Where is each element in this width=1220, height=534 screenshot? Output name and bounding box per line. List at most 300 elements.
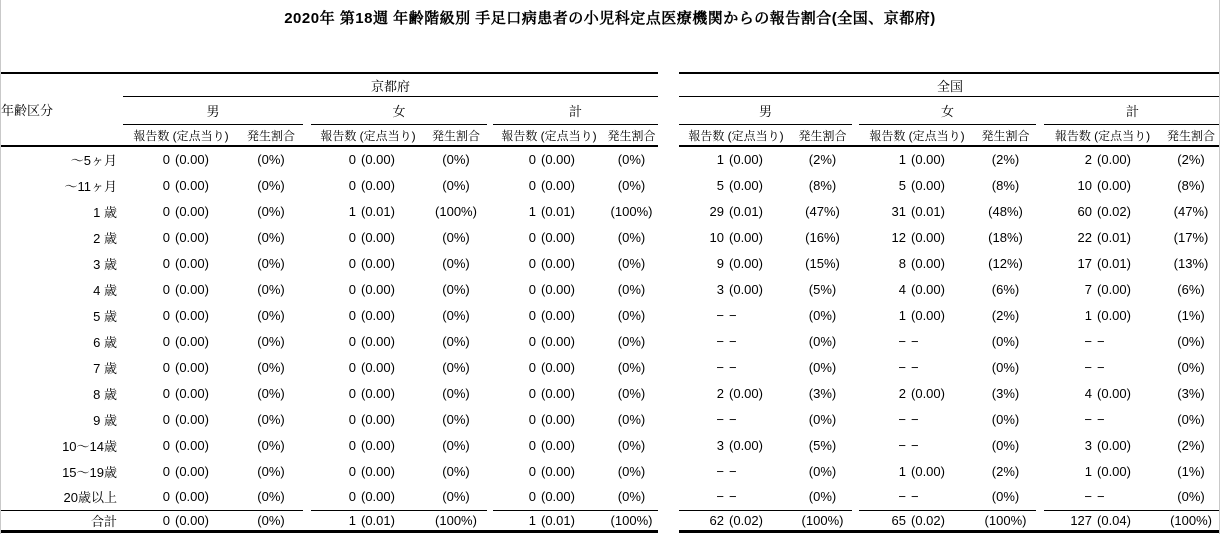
incidence-ratio-cell: (8%) bbox=[808, 177, 837, 193]
report-count-cell: 0 (0.00) bbox=[348, 489, 395, 505]
age-column-header: 年齢区分 bbox=[1, 73, 123, 146]
report-count-cell: 1 (0.01) bbox=[528, 203, 575, 219]
incidence-ratio-cell: (0%) bbox=[442, 411, 470, 427]
age-label: 〜5ヶ月 bbox=[70, 153, 117, 168]
column-gap bbox=[1036, 458, 1044, 484]
incidence-ratio-cell: (0%) bbox=[257, 489, 285, 505]
column-gap bbox=[852, 432, 859, 458]
incidence-ratio-cell: (0%) bbox=[617, 229, 646, 245]
report-count-cell: 62 (0.02) bbox=[679, 510, 793, 531]
incidence-ratio-cell: (0%) bbox=[991, 411, 1020, 427]
table-row bbox=[1, 432, 1220, 458]
report-count-cell: 2 (0.00) bbox=[898, 385, 945, 401]
column-gap bbox=[303, 125, 311, 147]
age-label: 8 歳 bbox=[93, 386, 117, 402]
report-count-cell: 0 (0.00) bbox=[162, 177, 209, 193]
report-count-cell: 0 (0.00) bbox=[528, 152, 575, 167]
table-row bbox=[1, 406, 1220, 432]
ratio-subheader: 発生割合 bbox=[425, 125, 487, 147]
report-count-cell: 0 (0.00) bbox=[348, 411, 395, 427]
incidence-ratio-cell: (0%) bbox=[617, 307, 646, 323]
report-count-cell: 0 (0.00) bbox=[528, 255, 575, 271]
incidence-ratio-cell: (0%) bbox=[808, 307, 837, 323]
age-label: 3 歳 bbox=[93, 256, 117, 272]
section-gap bbox=[658, 354, 679, 380]
column-gap bbox=[303, 224, 311, 250]
incidence-ratio-cell: (1%) bbox=[1177, 307, 1205, 323]
table-row bbox=[1, 380, 1220, 406]
report-count-cell: 0 (0.00) bbox=[348, 307, 395, 323]
incidence-ratio-cell: (0%) bbox=[617, 437, 646, 453]
report-count-cell: 0 (0.00) bbox=[348, 229, 395, 245]
incidence-ratio-cell: (0%) bbox=[257, 463, 285, 479]
column-gap bbox=[303, 432, 311, 458]
gender-header-kyoto-female: 女 bbox=[311, 97, 487, 125]
report-count-cell: 0 (0.00) bbox=[162, 307, 209, 323]
column-gap bbox=[303, 250, 311, 276]
column-gap bbox=[852, 250, 859, 276]
incidence-ratio-cell: (0%) bbox=[808, 333, 837, 349]
incidence-ratio-cell: (0%) bbox=[257, 307, 285, 323]
report-count-cell: 0 (0.00) bbox=[162, 385, 209, 401]
report-count-cell: 0 (0.00) bbox=[162, 281, 209, 297]
incidence-ratio-cell: (0%) bbox=[617, 463, 646, 479]
report-count-cell: 17 (0.01) bbox=[1077, 255, 1131, 271]
table-row bbox=[1, 250, 1220, 276]
column-gap bbox=[303, 198, 311, 224]
incidence-ratio-cell: (0%) bbox=[617, 177, 646, 193]
column-gap bbox=[1036, 328, 1044, 354]
report-count-cell: − − bbox=[716, 489, 737, 505]
column-gap bbox=[303, 302, 311, 328]
column-gap bbox=[303, 458, 311, 484]
report-count-cell: 1 (0.00) bbox=[898, 152, 945, 167]
column-gap bbox=[852, 510, 859, 531]
age-label: 1 歳 bbox=[93, 204, 117, 220]
column-gap bbox=[852, 354, 859, 380]
table-row bbox=[1, 328, 1220, 354]
column-gap bbox=[1036, 380, 1044, 406]
section-gap bbox=[658, 224, 679, 250]
report-count-cell: − − bbox=[1084, 489, 1105, 505]
age-label: 15〜19歳 bbox=[62, 464, 117, 480]
report-count-cell: 1 (0.00) bbox=[1084, 463, 1131, 479]
column-gap bbox=[852, 125, 859, 147]
incidence-ratio-cell: (0%) bbox=[991, 489, 1020, 505]
column-gap bbox=[1036, 198, 1044, 224]
section-gap bbox=[658, 406, 679, 432]
table-row bbox=[1, 276, 1220, 302]
report-count-cell: 0 (0.00) bbox=[528, 411, 575, 427]
incidence-ratio-cell: (0%) bbox=[257, 437, 285, 453]
ratio-subheader: 発生割合 bbox=[975, 125, 1036, 147]
column-gap bbox=[303, 406, 311, 432]
age-label: 7 歳 bbox=[93, 360, 117, 376]
report-count-cell: 0 (0.00) bbox=[162, 152, 209, 167]
age-label: 〜11ヶ月 bbox=[64, 178, 117, 194]
report-count-cell: 12 (0.00) bbox=[891, 229, 945, 245]
section-gap bbox=[658, 250, 679, 276]
report-count-cell: 0 (0.00) bbox=[528, 437, 575, 453]
age-label: 10〜14歳 bbox=[62, 438, 117, 454]
incidence-ratio-cell: (5%) bbox=[808, 281, 837, 297]
incidence-ratio-cell: (0%) bbox=[617, 333, 646, 349]
report-count-cell: − − bbox=[1084, 411, 1105, 427]
section-gap bbox=[658, 146, 679, 172]
report-count-cell: 0 (0.00) bbox=[162, 359, 209, 375]
section-gap bbox=[658, 510, 679, 531]
report-count-cell: − − bbox=[716, 411, 737, 427]
column-gap bbox=[1036, 172, 1044, 198]
table-row bbox=[1, 172, 1220, 198]
column-gap bbox=[852, 380, 859, 406]
report-count-cell: 2 (0.00) bbox=[1084, 152, 1131, 167]
report-count-cell: 0 (0.00) bbox=[123, 510, 239, 531]
column-gap bbox=[1036, 146, 1044, 172]
incidence-ratio-cell: (47%) bbox=[1173, 203, 1209, 219]
report-count-cell: 4 (0.00) bbox=[1084, 385, 1131, 401]
incidence-ratio-cell: (0%) bbox=[442, 307, 470, 323]
incidence-ratio-cell: (0%) bbox=[442, 177, 470, 193]
incidence-ratio-cell: (0%) bbox=[991, 437, 1020, 453]
incidence-ratio-cell: (0%) bbox=[442, 229, 470, 245]
report-count-cell: 0 (0.00) bbox=[348, 333, 395, 349]
report-count-cell: 0 (0.00) bbox=[348, 463, 395, 479]
incidence-ratio-cell: (0%) bbox=[808, 359, 837, 375]
incidence-ratio-cell: (0%) bbox=[257, 411, 285, 427]
report-count-cell: 4 (0.00) bbox=[898, 281, 945, 297]
incidence-ratio-cell: (0%) bbox=[442, 333, 470, 349]
column-gap bbox=[1036, 224, 1044, 250]
report-count-cell: − − bbox=[716, 333, 737, 349]
report-count-cell: − − bbox=[716, 359, 737, 375]
report-count-cell: 2 (0.00) bbox=[716, 385, 763, 401]
report-count-cell: 1 (0.00) bbox=[898, 463, 945, 479]
incidence-ratio-cell: (0%) bbox=[617, 281, 646, 297]
report-count-cell: 0 (0.00) bbox=[162, 229, 209, 245]
report-count-cell: 0 (0.00) bbox=[348, 177, 395, 193]
incidence-ratio-cell: (0%) bbox=[257, 359, 285, 375]
column-gap bbox=[852, 172, 859, 198]
incidence-ratio-cell: (0%) bbox=[442, 281, 470, 297]
ratio-subheader: 発生割合 bbox=[1161, 125, 1220, 147]
incidence-ratio-cell: (6%) bbox=[991, 281, 1020, 297]
incidence-ratio-cell: (48%) bbox=[988, 203, 1023, 219]
section-gap bbox=[658, 458, 679, 484]
report-count-cell: 1 (0.01) bbox=[493, 510, 605, 531]
section-gap bbox=[658, 73, 679, 146]
incidence-ratio-cell: (100%) bbox=[975, 510, 1036, 531]
reports-subheader: 報告数 (定点当り) bbox=[1044, 125, 1161, 147]
gender-header-row bbox=[1, 97, 1220, 125]
column-gap bbox=[852, 146, 859, 172]
column-gap bbox=[852, 276, 859, 302]
incidence-ratio-cell: (12%) bbox=[988, 255, 1023, 271]
age-report-table bbox=[1, 72, 1220, 533]
column-gap bbox=[1036, 302, 1044, 328]
incidence-ratio-cell: (2%) bbox=[991, 152, 1020, 167]
incidence-ratio-cell: (100%) bbox=[605, 510, 658, 531]
region-header-national: 全国 bbox=[679, 73, 1220, 97]
report-count-cell: 8 (0.00) bbox=[898, 255, 945, 271]
incidence-ratio-cell: (0%) bbox=[442, 489, 470, 505]
report-count-cell: 0 (0.00) bbox=[162, 463, 209, 479]
incidence-ratio-cell: (0%) bbox=[991, 359, 1020, 375]
report-count-cell: − − bbox=[898, 359, 919, 375]
report-count-cell: 0 (0.00) bbox=[162, 489, 209, 505]
column-gap bbox=[303, 172, 311, 198]
incidence-ratio-cell: (0%) bbox=[808, 463, 837, 479]
incidence-ratio-cell: (0%) bbox=[257, 203, 285, 219]
incidence-ratio-cell: (3%) bbox=[1177, 385, 1205, 401]
report-count-cell: 0 (0.00) bbox=[162, 255, 209, 271]
report-count-cell: 0 (0.00) bbox=[348, 152, 395, 167]
incidence-ratio-cell: (100%) bbox=[435, 203, 477, 219]
section-gap bbox=[658, 380, 679, 406]
incidence-ratio-cell: (3%) bbox=[808, 385, 837, 401]
column-gap bbox=[852, 406, 859, 432]
incidence-ratio-cell: (0%) bbox=[442, 152, 470, 167]
ratio-subheader: 発生割合 bbox=[793, 125, 852, 147]
report-count-cell: 0 (0.00) bbox=[528, 359, 575, 375]
column-gap bbox=[852, 484, 859, 510]
report-count-cell: 1 (0.00) bbox=[1084, 307, 1131, 323]
column-gap bbox=[1036, 510, 1044, 531]
report-count-cell: 10 (0.00) bbox=[1077, 177, 1131, 193]
column-gap bbox=[852, 458, 859, 484]
report-count-cell: 31 (0.01) bbox=[891, 203, 945, 219]
column-gap bbox=[303, 484, 311, 510]
incidence-ratio-cell: (6%) bbox=[1177, 281, 1205, 297]
incidence-ratio-cell: (17%) bbox=[1173, 229, 1209, 245]
incidence-ratio-cell: (0%) bbox=[257, 385, 285, 401]
incidence-ratio-cell: (0%) bbox=[442, 385, 470, 401]
column-gap bbox=[852, 97, 859, 125]
column-gap bbox=[1036, 276, 1044, 302]
age-label: 4 歳 bbox=[93, 282, 117, 298]
column-gap bbox=[852, 198, 859, 224]
reports-subheader: 報告数 (定点当り) bbox=[679, 125, 793, 147]
section-gap bbox=[658, 198, 679, 224]
incidence-ratio-cell: (0%) bbox=[442, 255, 470, 271]
report-count-cell: − − bbox=[1084, 359, 1105, 375]
report-count-cell: 29 (0.01) bbox=[709, 203, 763, 219]
reports-subheader: 報告数 (定点当り) bbox=[859, 125, 975, 147]
column-gap bbox=[303, 328, 311, 354]
column-gap bbox=[303, 97, 311, 125]
column-gap bbox=[1036, 97, 1044, 125]
section-gap bbox=[658, 302, 679, 328]
report-count-cell: 0 (0.00) bbox=[528, 307, 575, 323]
column-gap bbox=[852, 328, 859, 354]
incidence-ratio-cell: (0%) bbox=[442, 463, 470, 479]
incidence-ratio-cell: (15%) bbox=[805, 255, 840, 271]
incidence-ratio-cell: (0%) bbox=[808, 489, 837, 505]
incidence-ratio-cell: (0%) bbox=[617, 359, 646, 375]
report-count-cell: 5 (0.00) bbox=[716, 177, 763, 193]
incidence-ratio-cell: (100%) bbox=[1161, 510, 1220, 531]
age-label: 9 歳 bbox=[93, 412, 117, 428]
incidence-ratio-cell: (0%) bbox=[617, 255, 646, 271]
incidence-ratio-cell: (0%) bbox=[1177, 411, 1205, 427]
column-gap bbox=[1036, 432, 1044, 458]
report-count-cell: 0 (0.00) bbox=[348, 385, 395, 401]
report-count-cell: − − bbox=[1084, 333, 1105, 349]
report-count-cell: − − bbox=[716, 463, 737, 479]
column-gap bbox=[1036, 406, 1044, 432]
report-count-cell: 0 (0.00) bbox=[528, 177, 575, 193]
incidence-ratio-cell: (0%) bbox=[239, 510, 303, 531]
incidence-ratio-cell: (0%) bbox=[617, 411, 646, 427]
age-label: 6 歳 bbox=[93, 334, 117, 350]
incidence-ratio-cell: (0%) bbox=[617, 489, 646, 505]
incidence-ratio-cell: (0%) bbox=[442, 437, 470, 453]
report-count-cell: 0 (0.00) bbox=[528, 385, 575, 401]
incidence-ratio-cell: (47%) bbox=[805, 203, 840, 219]
region-header-kyoto: 京都府 bbox=[123, 73, 658, 97]
report-count-cell: − − bbox=[716, 307, 737, 323]
report-count-cell: 1 (0.01) bbox=[311, 510, 425, 531]
gender-header-kyoto-total: 計 bbox=[493, 97, 658, 125]
incidence-ratio-cell: (100%) bbox=[610, 203, 653, 219]
report-count-cell: 9 (0.00) bbox=[716, 255, 763, 271]
gender-header-national-total: 計 bbox=[1044, 97, 1220, 125]
column-gap bbox=[303, 354, 311, 380]
report-count-cell: 0 (0.00) bbox=[528, 463, 575, 479]
incidence-ratio-cell: (0%) bbox=[257, 281, 285, 297]
report-count-cell: 0 (0.00) bbox=[528, 229, 575, 245]
incidence-ratio-cell: (0%) bbox=[1177, 333, 1205, 349]
incidence-ratio-cell: (0%) bbox=[442, 359, 470, 375]
incidence-ratio-cell: (100%) bbox=[793, 510, 852, 531]
column-gap bbox=[1036, 125, 1044, 147]
report-count-cell: 1 (0.01) bbox=[348, 203, 395, 219]
gender-header-national-male: 男 bbox=[679, 97, 852, 125]
incidence-ratio-cell: (0%) bbox=[808, 411, 837, 427]
page-title: 2020年 第18週 年齢階級別 手足口病患者の小児科定点医療機関からの報告割合(全国、京都府) bbox=[284, 10, 936, 27]
report-count-cell: 3 (0.00) bbox=[716, 437, 763, 453]
incidence-ratio-cell: (2%) bbox=[1177, 152, 1205, 167]
report-count-cell: 5 (0.00) bbox=[898, 177, 945, 193]
table-row bbox=[1, 198, 1220, 224]
gender-header-kyoto-male: 男 bbox=[123, 97, 303, 125]
incidence-ratio-cell: (0%) bbox=[257, 229, 285, 245]
incidence-ratio-cell: (8%) bbox=[1177, 177, 1205, 193]
incidence-ratio-cell: (16%) bbox=[805, 229, 840, 245]
incidence-ratio-cell: (0%) bbox=[257, 152, 285, 167]
report-count-cell: 0 (0.00) bbox=[528, 489, 575, 505]
incidence-ratio-cell: (2%) bbox=[991, 307, 1020, 323]
report-count-cell: 7 (0.00) bbox=[1084, 281, 1131, 297]
report-count-cell: − − bbox=[898, 437, 919, 453]
age-label: 20歳以上 bbox=[63, 490, 117, 506]
reports-subheader: 報告数 (定点当り) bbox=[493, 125, 605, 147]
ratio-subheader: 発生割合 bbox=[605, 125, 658, 147]
report-count-cell: 0 (0.00) bbox=[162, 333, 209, 349]
column-gap bbox=[852, 224, 859, 250]
report-count-cell: − − bbox=[898, 489, 919, 505]
incidence-ratio-cell: (5%) bbox=[808, 437, 837, 453]
column-gap bbox=[303, 276, 311, 302]
incidence-ratio-cell: (0%) bbox=[617, 152, 646, 167]
report-count-cell: 1 (0.00) bbox=[716, 152, 763, 167]
section-gap bbox=[658, 432, 679, 458]
incidence-ratio-cell: (2%) bbox=[991, 463, 1020, 479]
report-count-cell: − − bbox=[898, 333, 919, 349]
report-count-cell: 0 (0.00) bbox=[162, 203, 209, 219]
report-count-cell: 65 (0.02) bbox=[859, 510, 975, 531]
column-gap bbox=[1036, 354, 1044, 380]
incidence-ratio-cell: (0%) bbox=[991, 333, 1020, 349]
report-count-cell: 3 (0.00) bbox=[1084, 437, 1131, 453]
incidence-ratio-cell: (2%) bbox=[808, 152, 837, 167]
incidence-ratio-cell: (8%) bbox=[991, 177, 1020, 193]
age-label: 2 歳 bbox=[93, 230, 117, 246]
column-gap bbox=[303, 380, 311, 406]
report-count-cell: 60 (0.02) bbox=[1077, 203, 1131, 219]
table-row bbox=[1, 484, 1220, 510]
column-gap bbox=[303, 510, 311, 531]
column-gap bbox=[1036, 484, 1044, 510]
report-count-cell: 0 (0.00) bbox=[348, 255, 395, 271]
incidence-ratio-cell: (0%) bbox=[617, 385, 646, 401]
reports-subheader: 報告数 (定点当り) bbox=[123, 125, 239, 147]
incidence-ratio-cell: (0%) bbox=[1177, 489, 1205, 505]
report-count-cell: 0 (0.00) bbox=[348, 437, 395, 453]
report-count-cell: 3 (0.00) bbox=[716, 281, 763, 297]
report-count-cell: 1 (0.00) bbox=[898, 307, 945, 323]
report-count-cell: 127 (0.04) bbox=[1044, 510, 1161, 531]
incidence-ratio-cell: (0%) bbox=[257, 333, 285, 349]
incidence-ratio-cell: (100%) bbox=[425, 510, 487, 531]
table-row bbox=[1, 224, 1220, 250]
total-row bbox=[1, 510, 1220, 531]
report-count-cell: − − bbox=[898, 411, 919, 427]
column-gap bbox=[303, 146, 311, 172]
table-body bbox=[1, 146, 1220, 531]
region-header-row bbox=[1, 73, 1220, 97]
age-label: 合計 bbox=[1, 510, 123, 531]
report-count-cell: 0 (0.00) bbox=[348, 281, 395, 297]
subheader-row bbox=[1, 125, 1220, 147]
ratio-subheader: 発生割合 bbox=[239, 125, 303, 147]
table-row bbox=[1, 458, 1220, 484]
section-gap bbox=[658, 484, 679, 510]
report-count-cell: 0 (0.00) bbox=[348, 359, 395, 375]
gender-header-national-female: 女 bbox=[859, 97, 1036, 125]
report-count-cell: 0 (0.00) bbox=[162, 437, 209, 453]
report-count-cell: 0 (0.00) bbox=[162, 411, 209, 427]
reports-subheader: 報告数 (定点当り) bbox=[311, 125, 425, 147]
report-count-cell: 0 (0.00) bbox=[528, 281, 575, 297]
incidence-ratio-cell: (1%) bbox=[1177, 463, 1205, 479]
section-gap bbox=[658, 172, 679, 198]
section-gap bbox=[658, 328, 679, 354]
table-row bbox=[1, 354, 1220, 380]
incidence-ratio-cell: (0%) bbox=[257, 255, 285, 271]
incidence-ratio-cell: (13%) bbox=[1173, 255, 1209, 271]
age-label: 5 歳 bbox=[93, 308, 117, 324]
incidence-ratio-cell: (2%) bbox=[1177, 437, 1205, 453]
table-row bbox=[1, 146, 1220, 172]
incidence-ratio-cell: (0%) bbox=[257, 177, 285, 193]
incidence-ratio-cell: (18%) bbox=[988, 229, 1023, 245]
report-count-cell: 10 (0.00) bbox=[709, 229, 763, 245]
section-gap bbox=[658, 276, 679, 302]
column-gap bbox=[852, 302, 859, 328]
table-row bbox=[1, 302, 1220, 328]
column-gap bbox=[1036, 250, 1044, 276]
